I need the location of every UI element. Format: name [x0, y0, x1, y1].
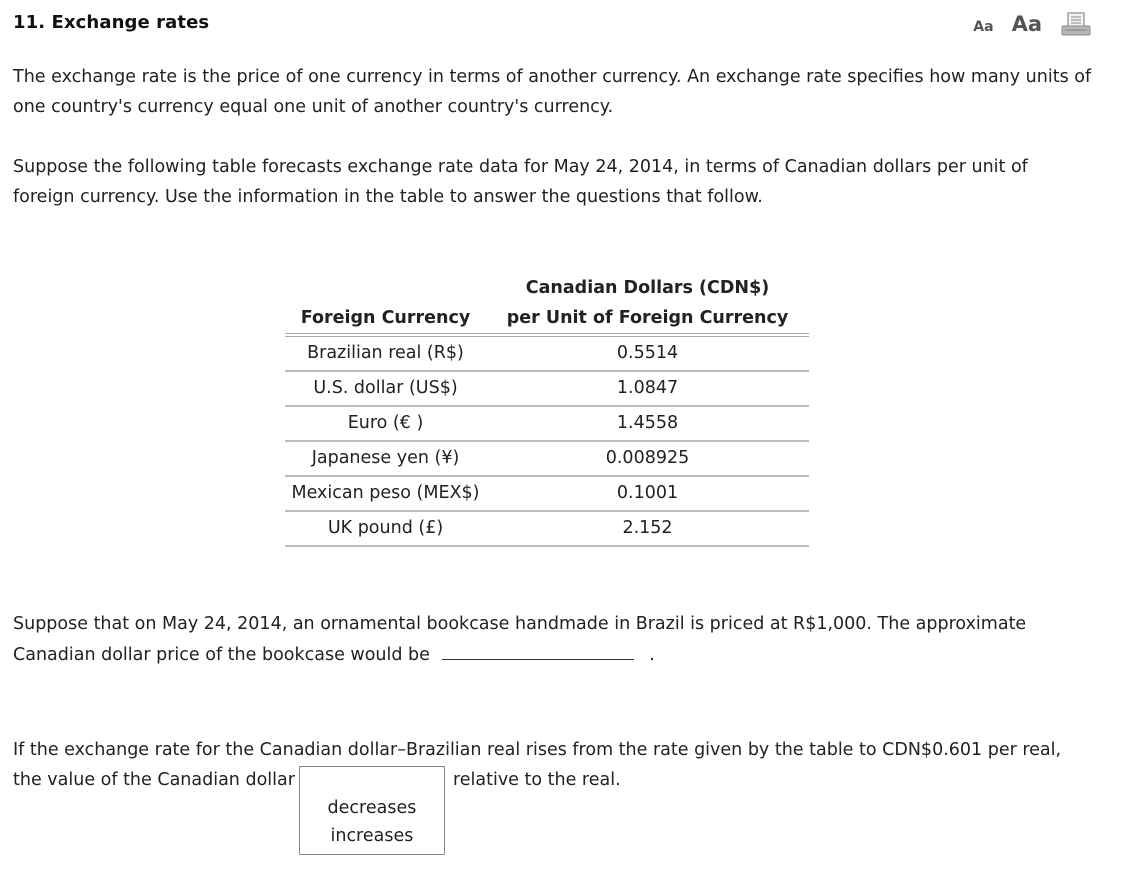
table-header-cad-line1: Canadian Dollars (CDN$): [525, 278, 770, 298]
header-tools: [973, 10, 1092, 38]
question-2-text-before: If the exchange rate for the Canadian dollar–Brazilian real rises from the rate given by the table to CDN$0.601 per real, the value of the Canadian dollar: [13, 740, 1062, 790]
page-title: 11. Exchange rates: [13, 12, 210, 33]
currency-cell: Euro (€ ): [285, 406, 486, 441]
increase-font-button[interactable]: Aa: [1011, 12, 1042, 36]
currency-cell: Mexican peso (MEX$): [285, 476, 486, 511]
question-1-text: Suppose that on May 24, 2014, an ornamental bookcase handmade in Brazil is priced at R$1,000. The approximate Canadian dollar price of the bookcase would be: [13, 614, 1027, 665]
print-icon[interactable]: [1060, 12, 1092, 38]
rate-cell: 0.5514: [486, 335, 809, 371]
table-header-row-top: [285, 273, 809, 303]
rate-cell: 1.0847: [486, 371, 809, 406]
exchange-rate-table: [285, 273, 809, 547]
currency-cell: Japanese yen (¥): [285, 441, 486, 476]
currency-cell: Brazilian real (R$): [285, 335, 486, 371]
table-header-spacer: [285, 273, 486, 303]
question-2: [13, 735, 1093, 846]
table-row: [285, 406, 809, 441]
table-row: [285, 476, 809, 511]
table-header-row: [285, 303, 809, 335]
cad-price-answer-field[interactable]: [442, 639, 634, 660]
question-1: [13, 609, 1093, 670]
table-header-cad-title: [486, 273, 809, 303]
decrease-font-button[interactable]: Aa: [973, 19, 994, 35]
table-row: [285, 511, 809, 546]
table-header-cad-per-unit: [486, 303, 809, 335]
intro-paragraph-2: Suppose the following table forecasts exchange rate data for May 24, 2014, in terms of Canadian dollars per unit of foreign currency. Use the information in the table to answer the questions that follow.: [13, 157, 1028, 207]
table-header-foreign-currency: [285, 303, 486, 335]
intro-paragraph-1: The exchange rate is the price of one currency in terms of another currency. An exchange rate specifies how many units of one country's currency equal one unit of another country's currency.: [13, 67, 1092, 117]
table-header-cad-line2: per Unit of Foreign Currency: [506, 308, 789, 328]
value-change-dropdown[interactable]: [299, 765, 445, 846]
option-increases[interactable]: increases: [330, 826, 414, 846]
value-change-options: [299, 792, 445, 855]
value-change-select[interactable]: [299, 766, 445, 793]
table-row: [285, 335, 809, 371]
table-row: [285, 441, 809, 476]
question-1-period: .: [649, 645, 655, 665]
rate-cell: 0.1001: [486, 476, 809, 511]
table-header-foreign-currency-label: Foreign Currency: [300, 308, 471, 328]
question-2-text-after: relative to the real.: [452, 770, 621, 790]
rate-cell: 1.4558: [486, 406, 809, 441]
currency-cell: U.S. dollar (US$): [285, 371, 486, 406]
rate-cell: 0.008925: [486, 441, 809, 476]
table-row: [285, 371, 809, 406]
rate-cell: 2.152: [486, 511, 809, 546]
option-decreases[interactable]: decreases: [327, 798, 417, 818]
currency-cell: UK pound (£): [285, 511, 486, 546]
